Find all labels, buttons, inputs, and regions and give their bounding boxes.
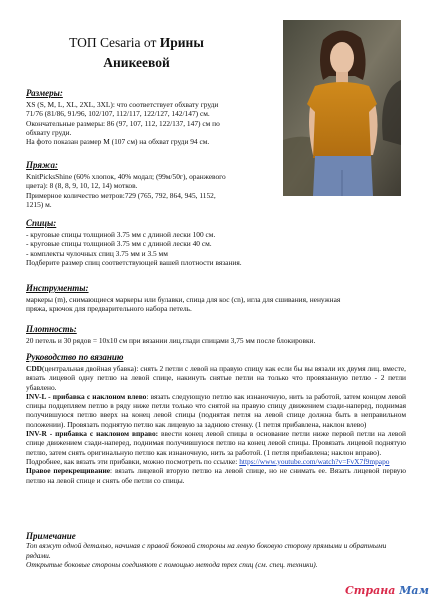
title-line-1 [44,33,229,53]
cdd-paragraph [26,364,406,392]
tools-line: маркеры (m), снимающиеся маркеры или булавки, спица для кос (cn), игла для сшивания, ненужная [26,295,341,304]
needles-section [26,218,406,267]
needles-heading: Спицы: [26,218,57,228]
yarn-heading: Пряжа: [26,160,58,170]
invl-text: : вязать следующую петлю как изнаночную, нить за работой, затем концом левой спицы подцепляем петлю в ряду ниже петли только что снятой на правую спицу движением сзади-наперед, поднимая получившуюся петлю вверх на конец левой спицы (поднятая петля на левой спице должна быть в неправильном положении). Провязать поднятую петлю как лицевую за заднюю стенку. (1 петля прибавлена, наклон влево) [26,391,406,429]
video-link[interactable]: https://www.youtube.com/watch?v=FvX7f9mpapo [239,456,390,466]
logo-part-1: Страна [345,584,396,597]
note-heading: Примечание [26,531,76,541]
note-section [26,532,406,569]
guide-section [26,352,406,485]
sizes-line: обхвату груди. [26,127,72,137]
cross-text: : вязать лицевой вторую петлю на левой спице, но не снимать ее. Вязать лицевой первую петлю на левой спице и снять обе петли со спицы. [26,466,406,485]
tools-heading: Инструменты: [26,283,89,293]
guide-heading: Руководство по вязанию [26,352,124,362]
invr-text: ввести конец левой спицы в основание петли ниже первой петли на левой спице движением сзади-наперед, поднимая получившуюся петлю на конец левой спицы. Провязать лицевой поднятую петлю, затем снять оригинальную петлю как изнаночную, нить за работой. (1 петля прибавлена; наклон вправо). [26,429,406,457]
tools-line: пряжа, крючок для предварительного набора петель. [26,304,192,314]
invr-paragraph [26,429,406,457]
invl-paragraph [26,392,406,429]
video-prefix: Подробнее, как вязать эти прибавки, можно посмотреть по ссылке: [26,456,238,466]
author-first-name: Ирины [159,35,204,50]
tools-section [26,283,406,314]
invl-term: INV-L - прибавка с наклоном влево [26,391,147,401]
yarn-line: KnitPicksShine (60% хлопок, 40% модал; (99м/50г), оранжевого [26,172,226,181]
sizes-line: На фото показан размер M (107 см) на обхват груди 94 см. [26,137,210,147]
needles-line: - круговые спицы толщиной 3.75 мм с длиной лески 100 см. [26,230,216,239]
needles-line: - круговые спицы толщиной 3.75 мм с длиной лески 40 см. [26,239,212,249]
cross-term: Правое перекрещивание [26,466,110,476]
model-photo [283,20,401,196]
title-prefix: ТОП Cesaria от [69,35,157,50]
sizes-heading: Размеры: [26,88,63,98]
video-paragraph [26,457,406,466]
yarn-line: цвета): 8 (8, 8, 9, 10, 12, 14) мотков. [26,181,138,191]
cross-paragraph [26,466,406,485]
needles-line: - комплекты чулочных спиц 3.75 мм и 3.5 мм [26,248,168,258]
cdd-term: CDD [26,364,43,373]
yarn-line: Примерное количество метров:729 (765, 792, 864, 945, 1152, [26,190,216,200]
needles-line: Подберите размер спиц соответствующей вашей плотности вязания. [26,257,242,267]
title-line-2 [44,53,229,73]
sizes-section [26,88,276,146]
gauge-section [26,324,406,345]
logo-part-2: Мам [399,584,429,597]
sizes-line: XS (S, M, L, XL, 2XL, 3XL): что соответствует обхвату груди [26,100,219,109]
invr-term: INV-R - прибавка с наклоном вправо: [26,429,159,439]
note-line: Открытые боковые стороны соединяют с помощью метода трех спиц (см. спец. техники). [26,559,318,569]
yarn-section [26,160,276,209]
sizes-line: 71/76 (81/86, 91/96, 102/107, 112/117, 122/127, 142/147) см. [26,109,210,119]
pattern-title [44,33,229,73]
note-line: Топ вяжут одной деталью, начиная с правой боковой стороны на левую боковую сторону прямыми и обратными рядами. [26,541,387,560]
sizes-line: Окончательные размеры: 86 (97, 107, 112, 122/137, 147) см по [26,118,220,128]
author-last-name: Аникеевой [103,55,170,70]
yarn-line: 1215) м. [26,199,52,209]
gauge-line: 20 петель и 30 рядов = 10x10 см при вязании лиц.глади спицами 3,75 мм после блокировки. [26,336,316,345]
gauge-heading: Плотность: [26,324,77,334]
strana-mam-logo [345,584,429,597]
cdd-text: (центральная двойная убавка): снять 2 петли с левой на правую спицу как если бы вы вязали их двумя лиц. вместе, вязать лицевой одну петлю на левой спице, накинуть снятые петли на только что провязанную петлю - 2 петли убавлено. [26,364,406,392]
model-photo-image [283,20,401,196]
